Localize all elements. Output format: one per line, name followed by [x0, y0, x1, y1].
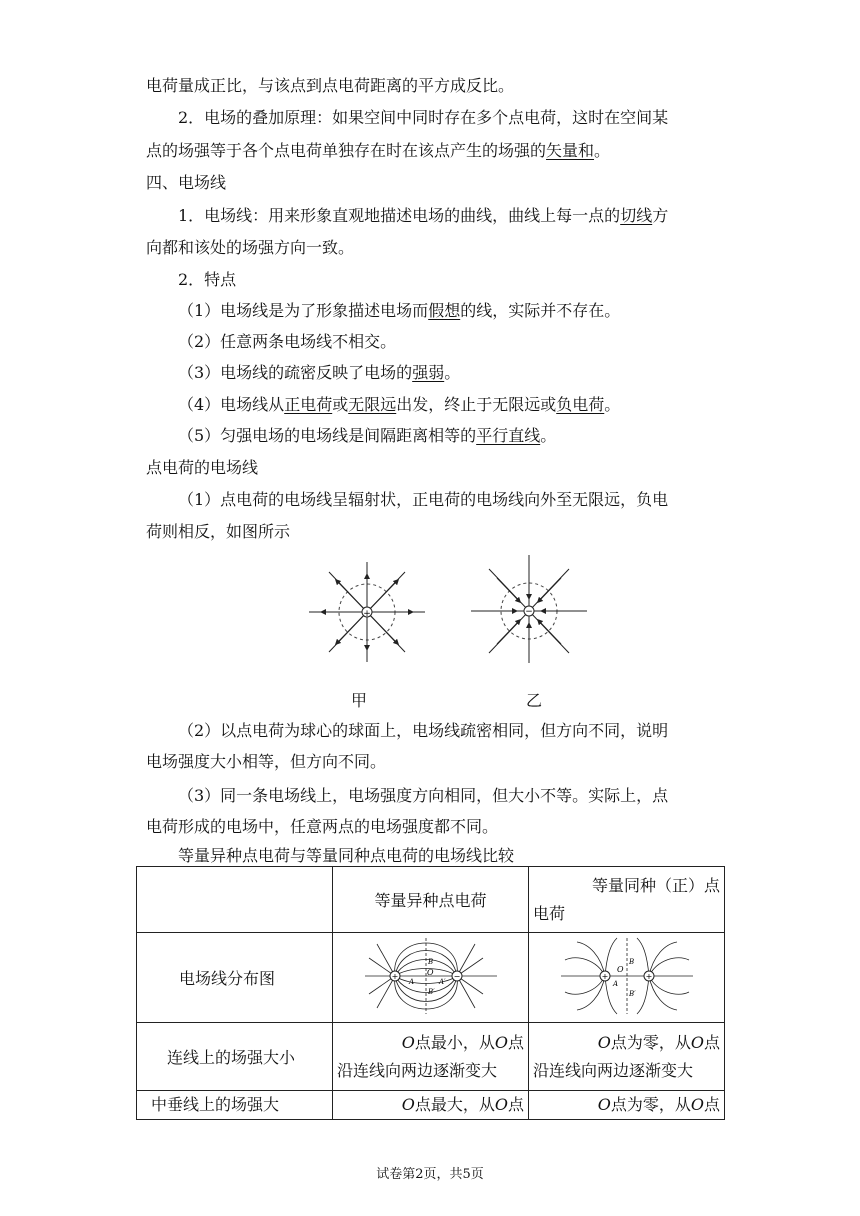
svg-text:A: A	[612, 979, 618, 988]
paragraph-line: 荷则相反，如图所示	[146, 522, 291, 541]
underlined-term: 无限远	[348, 395, 397, 414]
paragraph-line: 电荷量成正比，与该点到点电荷距离的平方成反比。	[146, 76, 515, 95]
table-cell-figure	[529, 933, 725, 1023]
underlined-term: 矢量和	[546, 141, 595, 160]
svg-text:B: B	[427, 957, 433, 966]
underlined-term: 切线	[620, 206, 653, 225]
table-row	[137, 867, 725, 933]
feature-item: （5）匀强电场的电场线是间隔距离相等的平行直线。	[178, 426, 557, 445]
underlined-term: 强弱	[412, 363, 445, 382]
like-charges-field-figure	[557, 936, 697, 1016]
svg-text:O: O	[616, 964, 624, 974]
table-cell: O点最小，从O点 沿连线向两边逐渐变大	[333, 1023, 529, 1091]
svg-text:B′: B′	[628, 989, 636, 998]
table-row	[137, 1091, 725, 1120]
negative-charge-field-figure	[467, 553, 591, 665]
table-cell	[137, 867, 333, 933]
paragraph-line: 2．电场的叠加原理：如果空间中同时存在多个点电荷，这时在空间某	[178, 108, 669, 127]
table-cell-figure	[333, 933, 529, 1023]
paragraph-line: 电场强度大小相等，但方向不同。	[146, 752, 387, 771]
table-row-label: 连线上的场强大小	[137, 1023, 333, 1091]
table-header-same: 等量同种（正）点 电荷	[529, 867, 725, 933]
table-cell: O点最大，从O点	[333, 1091, 529, 1120]
svg-text:O: O	[426, 967, 434, 977]
svg-text:B′: B′	[427, 987, 435, 996]
figure-caption-left: 甲	[351, 691, 368, 710]
page-footer: 试卷第2页，共5页	[376, 1167, 484, 1182]
table-row	[137, 933, 725, 1023]
section-heading: 四、电场线	[146, 173, 227, 192]
table-title: 等量异种点电荷与等量同种点电荷的电场线比较	[178, 846, 515, 865]
svg-text:A: A	[408, 977, 414, 986]
section-heading: 点电荷的电场线	[146, 458, 259, 477]
table-row	[137, 1023, 725, 1091]
feature-item: （3）电场线的疏密反映了电场的强弱。	[178, 363, 461, 382]
table-row-label: 中垂线上的场强大	[137, 1091, 333, 1120]
paragraph-line: （2）以点电荷为球心的球面上，电场线疏密相同，但方向不同，说明	[178, 721, 669, 740]
svg-text:B: B	[628, 957, 634, 966]
svg-text:A′: A′	[438, 977, 446, 986]
svg-text:+: +	[601, 971, 608, 981]
paragraph-line: 向都和该处的场强方向一致。	[146, 238, 355, 257]
svg-text:+: +	[645, 971, 652, 981]
paragraph-line: 2．特点	[178, 270, 237, 289]
paragraph-line: 电荷形成的电场中，任意两点的电场强度都不同。	[146, 817, 499, 836]
underlined-term: 假想	[428, 301, 461, 320]
paragraph-line: 点的场强等于各个点电荷单独存在时在该点产生的场强的矢量和。	[146, 141, 611, 160]
paragraph-line: （1）点电荷的电场线呈辐射状，正电荷的电场线向外至无限远，负电	[178, 490, 669, 509]
underlined-term: 正电荷	[284, 395, 333, 414]
table-header-opposite: 等量异种点电荷	[333, 867, 529, 933]
table-cell: O点为零，从O点	[529, 1091, 725, 1120]
figure-caption-right: 乙	[526, 691, 543, 710]
table-cell: O点为零，从O点 沿连线向两边逐渐变大	[529, 1023, 725, 1091]
opposite-charges-field-figure	[361, 936, 501, 1016]
plus-sign: +	[363, 609, 371, 619]
minus-sign: −	[525, 607, 533, 617]
table-row-label: 电场线分布图	[137, 933, 333, 1023]
underlined-term: 平行直线	[476, 426, 541, 445]
paragraph-line: （3）同一条电场线上，电场强度方向相同，但大小不等。实际上，点	[178, 786, 669, 805]
feature-item: （4）电场线从正电荷或无限远出发，终止于无限远或负电荷。	[178, 395, 621, 414]
comparison-table	[136, 866, 725, 1120]
paragraph-line: 1．电场线：用来形象直观地描述电场的曲线，曲线上每一点的切线方	[178, 206, 669, 225]
feature-item: （1）电场线是为了形象描述电场而假想的线，实际并不存在。	[178, 301, 621, 320]
feature-item: （2）任意两条电场线不相交。	[178, 332, 397, 351]
underlined-term: 负电荷	[556, 395, 605, 414]
svg-text:+: +	[391, 971, 398, 981]
svg-text:−: −	[453, 971, 460, 981]
positive-charge-field-figure	[305, 560, 429, 664]
